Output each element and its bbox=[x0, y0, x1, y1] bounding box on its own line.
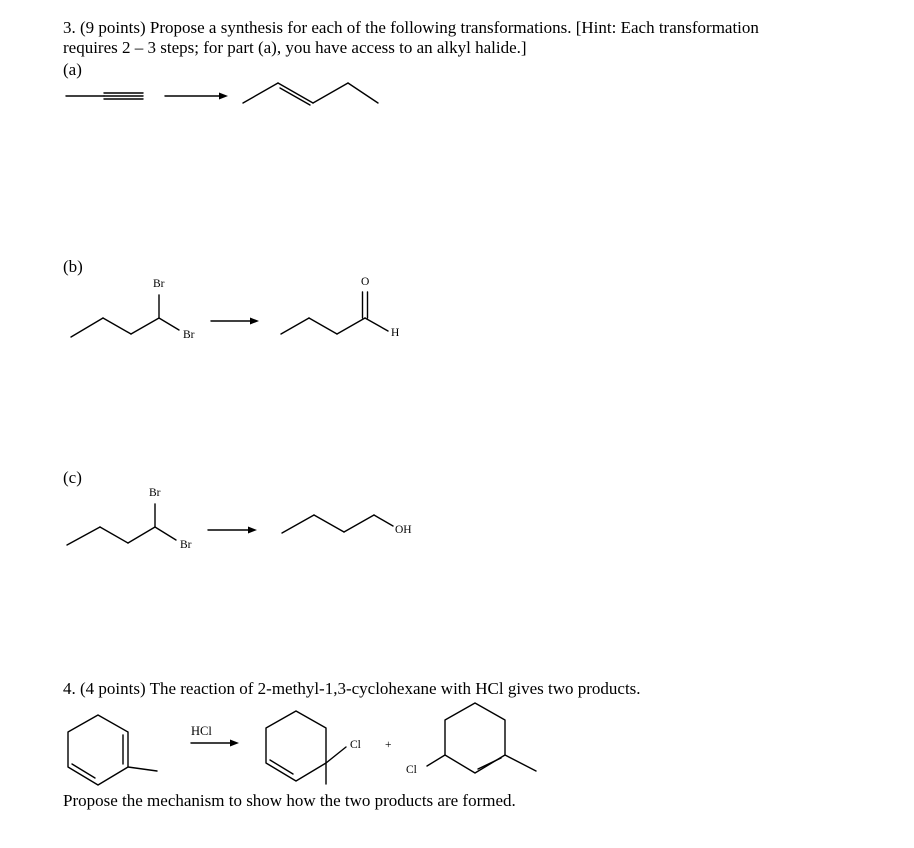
part-b-reactant-dibromide bbox=[71, 295, 179, 337]
alkene-double-bond-outer bbox=[278, 83, 313, 103]
part-a-arrow-head bbox=[219, 93, 228, 100]
b-product-bond-1 bbox=[281, 318, 309, 334]
q4-product-2-chlorine: Cl bbox=[406, 764, 417, 776]
c-reactant-bond-1 bbox=[67, 527, 100, 545]
product-2-cl-bond bbox=[427, 755, 445, 766]
b-product-bond-2 bbox=[309, 318, 337, 334]
q4-reagent-hcl: HCl bbox=[191, 724, 212, 738]
alkene-double-bond-inner bbox=[280, 88, 310, 105]
part-c-reaction-arrow bbox=[208, 527, 257, 534]
product-1-cl-bond bbox=[326, 747, 346, 763]
product-2-ring bbox=[445, 703, 505, 773]
part-b-product-aldehyde bbox=[281, 292, 388, 334]
q4-arrow-head bbox=[230, 740, 239, 747]
alkene-bond-4 bbox=[348, 83, 378, 103]
q4-product-2 bbox=[427, 703, 536, 773]
product-2-double-bond-inner bbox=[478, 758, 501, 769]
c-reactant-bond-3 bbox=[128, 527, 155, 543]
diene-methyl bbox=[128, 767, 157, 771]
diene-ring bbox=[68, 715, 128, 785]
part-c-label: (c) bbox=[63, 468, 82, 487]
question-3-line-2: requires 2 – 3 steps; for part (a), you have access to an alkyl halide.] bbox=[63, 38, 527, 57]
part-b-reaction-arrow bbox=[211, 318, 259, 325]
b-reactant-br-bottom: Br bbox=[183, 329, 195, 341]
product-1-ring bbox=[266, 711, 326, 781]
part-c-product-alcohol bbox=[282, 515, 393, 533]
c-reactant-bond-2 bbox=[100, 527, 128, 543]
b-product-bond-3 bbox=[337, 318, 365, 334]
product-2-methyl bbox=[505, 755, 536, 771]
part-c-arrow-head bbox=[248, 527, 257, 534]
question-3-line-1: 3. (9 points) Propose a synthesis for each of the following transformations. [Hint: Each transformation bbox=[63, 18, 759, 37]
b-product-bond-h bbox=[365, 318, 388, 331]
part-a-product-alkene bbox=[243, 83, 378, 105]
b-reactant-bond-1 bbox=[71, 318, 103, 337]
c-reactant-bond-br-bottom bbox=[155, 527, 176, 540]
q4-plus-sign: + bbox=[385, 739, 392, 751]
c-reactant-br-top: Br bbox=[149, 487, 161, 499]
part-c-reactant-dibromide bbox=[67, 504, 176, 545]
b-product-hydrogen: H bbox=[391, 327, 400, 339]
question-4-footer: Propose the mechanism to show how the two products are formed. bbox=[63, 791, 516, 810]
b-product-oxygen: O bbox=[361, 276, 370, 288]
alkene-bond-3 bbox=[313, 83, 348, 103]
b-reactant-bond-2 bbox=[103, 318, 131, 334]
alkene-bond-1 bbox=[243, 83, 278, 103]
question-4-text: 4. (4 points) The reaction of 2-methyl-1,3-cyclohexane with HCl gives two products. bbox=[63, 679, 641, 698]
b-reactant-br-top: Br bbox=[153, 278, 165, 290]
c-product-hydroxyl: OH bbox=[395, 524, 412, 536]
q4-reaction-arrow bbox=[191, 740, 239, 747]
c-product-bond-3 bbox=[344, 515, 374, 532]
b-reactant-bond-br-bottom bbox=[159, 318, 179, 330]
c-product-bond-oh bbox=[374, 515, 393, 526]
b-reactant-bond-3 bbox=[131, 318, 159, 334]
c-reactant-br-bottom: Br bbox=[180, 539, 192, 551]
part-a-label: (a) bbox=[63, 60, 82, 79]
part-b-label: (b) bbox=[63, 257, 83, 276]
part-a-reactant-alkyne bbox=[66, 93, 143, 99]
q4-product-1 bbox=[266, 711, 346, 784]
c-product-bond-1 bbox=[282, 515, 314, 533]
q4-product-1-chlorine: Cl bbox=[350, 739, 361, 751]
part-a-reaction-arrow bbox=[165, 93, 228, 100]
q4-reactant-diene bbox=[68, 715, 157, 785]
part-b-arrow-head bbox=[250, 318, 259, 325]
c-product-bond-2 bbox=[314, 515, 344, 532]
